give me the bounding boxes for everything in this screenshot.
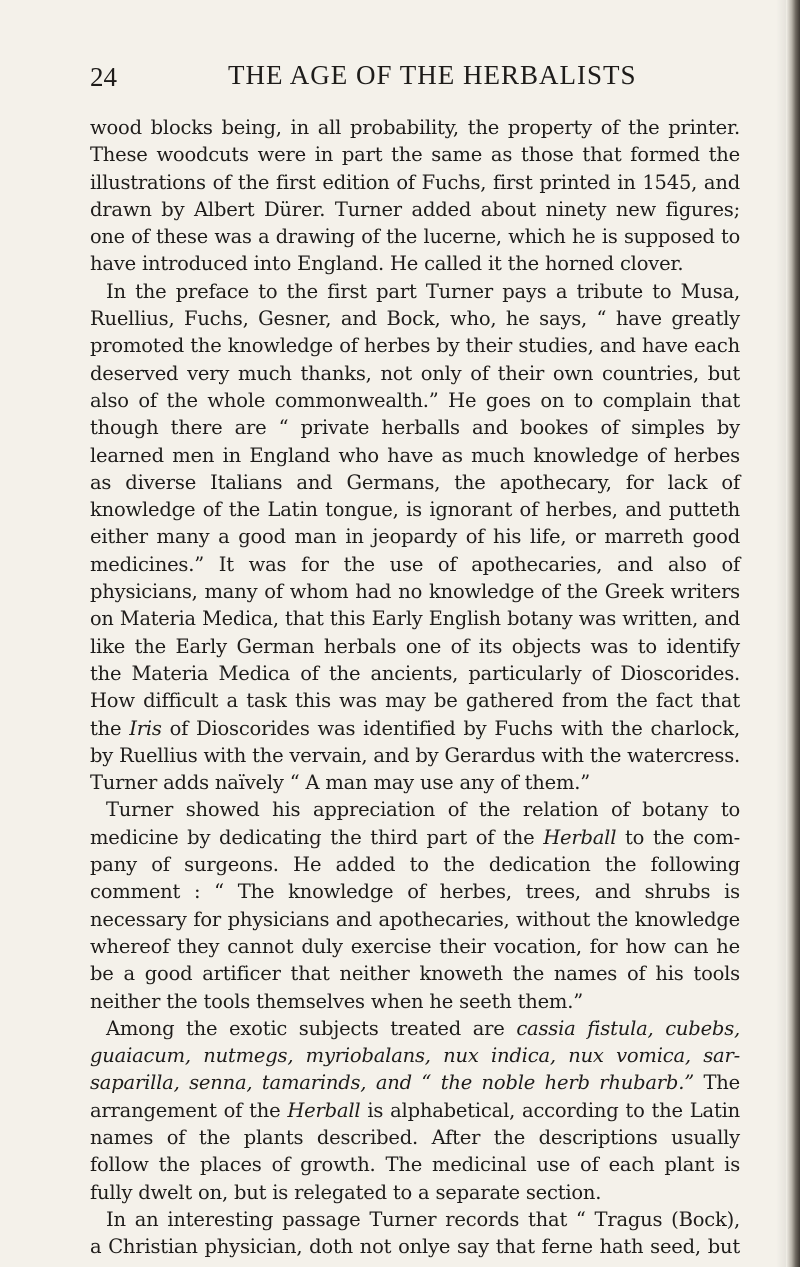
line-text: a Christian physician, doth not onlye say that ferne hath seed, but xyxy=(90,1235,740,1259)
line-text: In the preface to the first part Turner pays a tribute to Musa, xyxy=(106,279,740,303)
text-line xyxy=(90,715,740,742)
text-line xyxy=(90,1124,740,1151)
text-line xyxy=(90,1097,740,1124)
line-text: of Dioscorides was identified by Fuchs with the charlock, xyxy=(161,716,740,740)
line-text: knowledge of the Latin tongue, is ignorant of herbes, and putteth xyxy=(90,498,740,522)
italic-text: cassia fistula, cubebs, xyxy=(516,1016,740,1040)
line-text: illustrations of the first edition of Fuchs, first printed in 1545, and xyxy=(90,170,740,194)
page-header xyxy=(90,60,740,100)
text-line xyxy=(90,114,740,141)
text-line xyxy=(90,523,740,550)
text-line xyxy=(90,851,740,878)
page-number: 24 xyxy=(90,62,117,92)
text-line xyxy=(90,414,740,441)
page-binding-edge xyxy=(786,0,800,1267)
text-line xyxy=(90,988,740,1015)
text-line xyxy=(90,906,740,933)
line-text: wood blocks being, in all probability, the property of the printer. xyxy=(90,116,740,139)
italic-text: Herball xyxy=(543,825,617,849)
text-line xyxy=(90,250,740,277)
text-line xyxy=(90,742,740,769)
text-line xyxy=(90,551,740,578)
text-line xyxy=(90,223,740,250)
text-line xyxy=(90,196,740,223)
text-line xyxy=(90,769,740,796)
line-text: Ruellius, Fuchs, Gesner, and Bock, who, he says, “ have greatly xyxy=(90,307,740,331)
line-text: names of the plants described. After the descriptions usually xyxy=(90,1125,740,1149)
line-text: Turner adds naïvely “ A man may use any of them.” xyxy=(90,771,591,795)
line-text: physicians, many of whom had no knowledge of the Greek writers xyxy=(90,580,740,604)
line-text: medicines.” It was for the use of apothecaries, and also of xyxy=(90,552,740,576)
italic-text: saparilla, senna, tamarinds, and “ the noble herb rhubarb.” xyxy=(90,1071,694,1095)
text-line xyxy=(90,824,740,851)
line-text: These woodcuts were in part the same as those that formed the xyxy=(90,143,740,167)
italic-text: Iris xyxy=(129,716,162,740)
text-line xyxy=(90,169,740,196)
line-text: neither the tools themselves when he seeth them.” xyxy=(90,989,583,1013)
text-line xyxy=(90,687,740,714)
line-text: be a good artificer that neither knoweth the names of his tools xyxy=(90,962,740,986)
line-text: drawn by Albert Dürer. Turner added about ninety new figures; xyxy=(90,197,740,221)
line-text: arrangement of the xyxy=(90,1098,288,1122)
line-text: either many a good man in jeopardy of his life, or marreth good xyxy=(90,525,740,549)
text-line xyxy=(90,1179,740,1206)
line-text: Among the exotic subjects treated are xyxy=(106,1016,517,1040)
line-text: promoted the knowledge of herbes by their studies, and have each xyxy=(90,334,740,358)
text-line xyxy=(90,305,740,332)
line-text: How difficult a task this was may be gathered from the fact that xyxy=(90,689,740,713)
line-text: whereof they cannot duly exercise their vocation, for how can he xyxy=(90,934,740,958)
line-text: fully dwelt on, but is relegated to a separate section. xyxy=(90,1180,602,1204)
text-line xyxy=(90,278,740,305)
text-line xyxy=(90,332,740,359)
line-text: medicine by dedicating the third part of the xyxy=(90,825,544,849)
text-line xyxy=(90,633,740,660)
text-line xyxy=(90,360,740,387)
line-text: though there are “ private herballs and bookes of simples by xyxy=(90,416,740,440)
line-text: is alphabetical, according to the Latin xyxy=(360,1098,740,1122)
text-line xyxy=(90,496,740,523)
text-line xyxy=(90,1206,740,1233)
line-text: In an interesting passage Turner records that “ Tragus (Bock), xyxy=(106,1207,740,1231)
line-text: deserved very much thanks, not only of their own countries, but xyxy=(90,361,740,385)
text-line xyxy=(90,796,740,823)
text-line xyxy=(90,141,740,168)
text-line xyxy=(90,1042,740,1069)
text-line xyxy=(90,1233,740,1260)
text-line xyxy=(90,1015,740,1042)
line-text: learned men in England who have as much knowledge of herbes xyxy=(90,443,740,467)
text-line xyxy=(90,605,740,632)
line-text: the Materia Medica of the ancients, particularly of Dioscorides. xyxy=(90,661,740,685)
italic-text: Herball xyxy=(287,1098,361,1122)
binding-shadow xyxy=(776,0,786,1267)
line-text: The xyxy=(693,1071,740,1095)
text-line xyxy=(90,960,740,987)
text-line xyxy=(90,933,740,960)
line-text: to the com- xyxy=(616,825,741,849)
text-line xyxy=(90,878,740,905)
text-line xyxy=(90,387,740,414)
text-line xyxy=(90,1151,740,1178)
text-line xyxy=(90,1069,740,1096)
text-line xyxy=(90,442,740,469)
line-text: the xyxy=(90,716,130,740)
text-line xyxy=(90,578,740,605)
line-text: on Materia Medica, that this Early English botany was written, and xyxy=(90,607,740,631)
body-text xyxy=(90,114,740,1260)
running-title: THE AGE OF THE HERBALISTS xyxy=(228,60,637,90)
text-line xyxy=(90,660,740,687)
line-text: also of the whole commonwealth.” He goes on to complain that xyxy=(90,388,740,412)
italic-text: guaiacum, nutmegs, myriobalans, nux indica, nux vomica, sar- xyxy=(90,1044,740,1068)
line-text: follow the places of growth. The medicinal use of each plant is xyxy=(90,1153,740,1177)
line-text: Turner showed his appreciation of the relation of botany to xyxy=(106,798,740,822)
line-text: have introduced into England. He called it the horned clover. xyxy=(90,252,684,276)
line-text: like the Early German herbals one of its objects was to identify xyxy=(90,634,740,658)
line-text: pany of surgeons. He added to the dedication the following xyxy=(90,853,740,877)
line-text: as diverse Italians and Germans, the apothecary, for lack of xyxy=(90,470,740,494)
text-line xyxy=(90,469,740,496)
line-text: by Ruellius with the vervain, and by Gerardus with the watercress. xyxy=(90,743,740,767)
line-text: comment : “ The knowledge of herbes, trees, and shrubs is xyxy=(90,880,740,904)
line-text: one of these was a drawing of the lucerne, which he is supposed to xyxy=(90,225,740,249)
line-text: necessary for physicians and apothecaries, without the knowledge xyxy=(90,907,740,931)
